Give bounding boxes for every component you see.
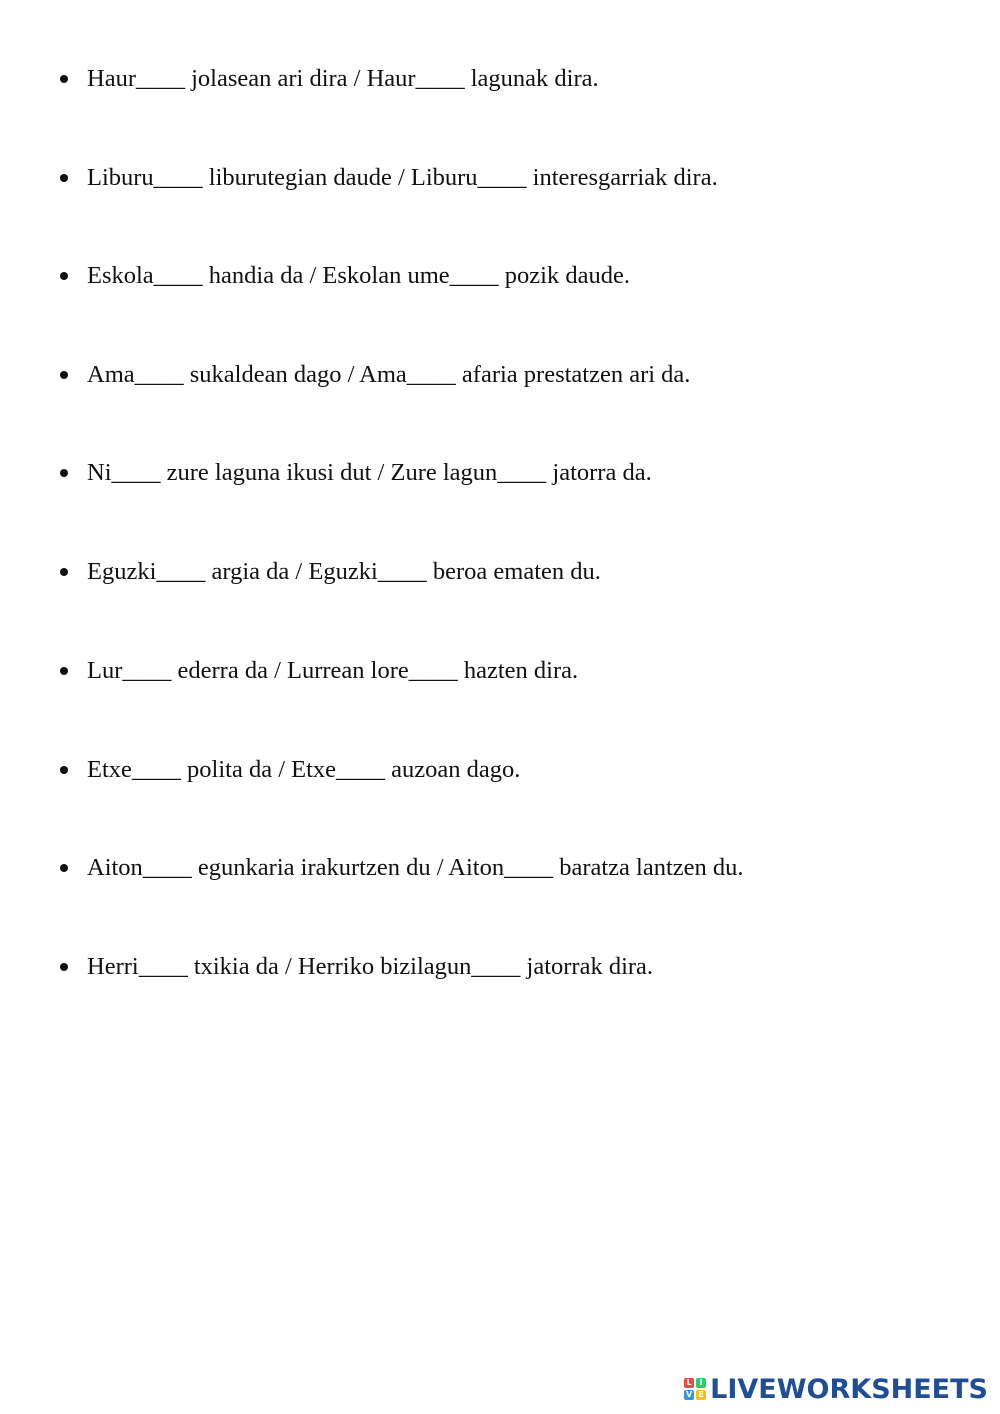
bullet-icon <box>60 75 68 83</box>
list-item <box>60 555 601 589</box>
logo-letter: V <box>686 1390 693 1399</box>
list-item <box>60 456 652 490</box>
liveworksheets-logo-icon <box>684 1378 706 1400</box>
item-text: Herri____ txikia da / Herriko bizilagun____ jatorrak dira. <box>87 953 654 980</box>
bullet-icon <box>60 174 68 182</box>
bullet-icon <box>60 864 68 872</box>
item-text: Lur____ ederra da / Lurrean lore____ hazten dira. <box>87 657 579 684</box>
logo-letter: L <box>684 1378 694 1388</box>
logo-letter: E <box>696 1390 706 1400</box>
item-text: Haur____ jolasean ari dira / Haur____ lagunak dira. <box>87 65 599 92</box>
list-item <box>60 950 653 984</box>
list-item <box>60 654 578 688</box>
item-text: Aiton____ egunkaria irakurtzen du / Aiton____ baratza lantzen du. <box>87 854 744 881</box>
item-text: Ni____ zure laguna ikusi dut / Zure lagun____ jatorra da. <box>87 459 652 486</box>
list-item <box>60 161 718 195</box>
watermark-text: LIVEWORKSHEETS <box>710 1373 988 1405</box>
item-text: Eskola____ handia da / Eskolan ume____ pozik daude. <box>87 262 630 289</box>
bullet-icon <box>60 766 68 774</box>
list-item <box>60 753 520 787</box>
logo-letter: I <box>696 1378 706 1388</box>
item-text: Eguzki____ argia da / Eguzki____ beroa ematen du. <box>87 558 601 585</box>
bullet-icon <box>60 667 68 675</box>
liveworksheets-watermark <box>684 1372 988 1406</box>
item-text: Liburu____ liburutegian daude / Liburu____ interesgarriak dira. <box>87 164 718 191</box>
bullet-icon <box>60 272 68 280</box>
bullet-icon <box>60 568 68 576</box>
list-item <box>60 259 630 293</box>
bullet-icon <box>60 469 68 477</box>
list-item <box>60 851 744 885</box>
item-text: Ama____ sukaldean dago / Ama____ afaria prestatzen ari da. <box>87 361 691 388</box>
bullet-icon <box>60 963 68 971</box>
bullet-icon <box>60 371 68 379</box>
item-text: Etxe____ polita da / Etxe____ auzoan dago. <box>87 756 521 783</box>
list-item <box>60 358 690 392</box>
list-item <box>60 62 599 96</box>
